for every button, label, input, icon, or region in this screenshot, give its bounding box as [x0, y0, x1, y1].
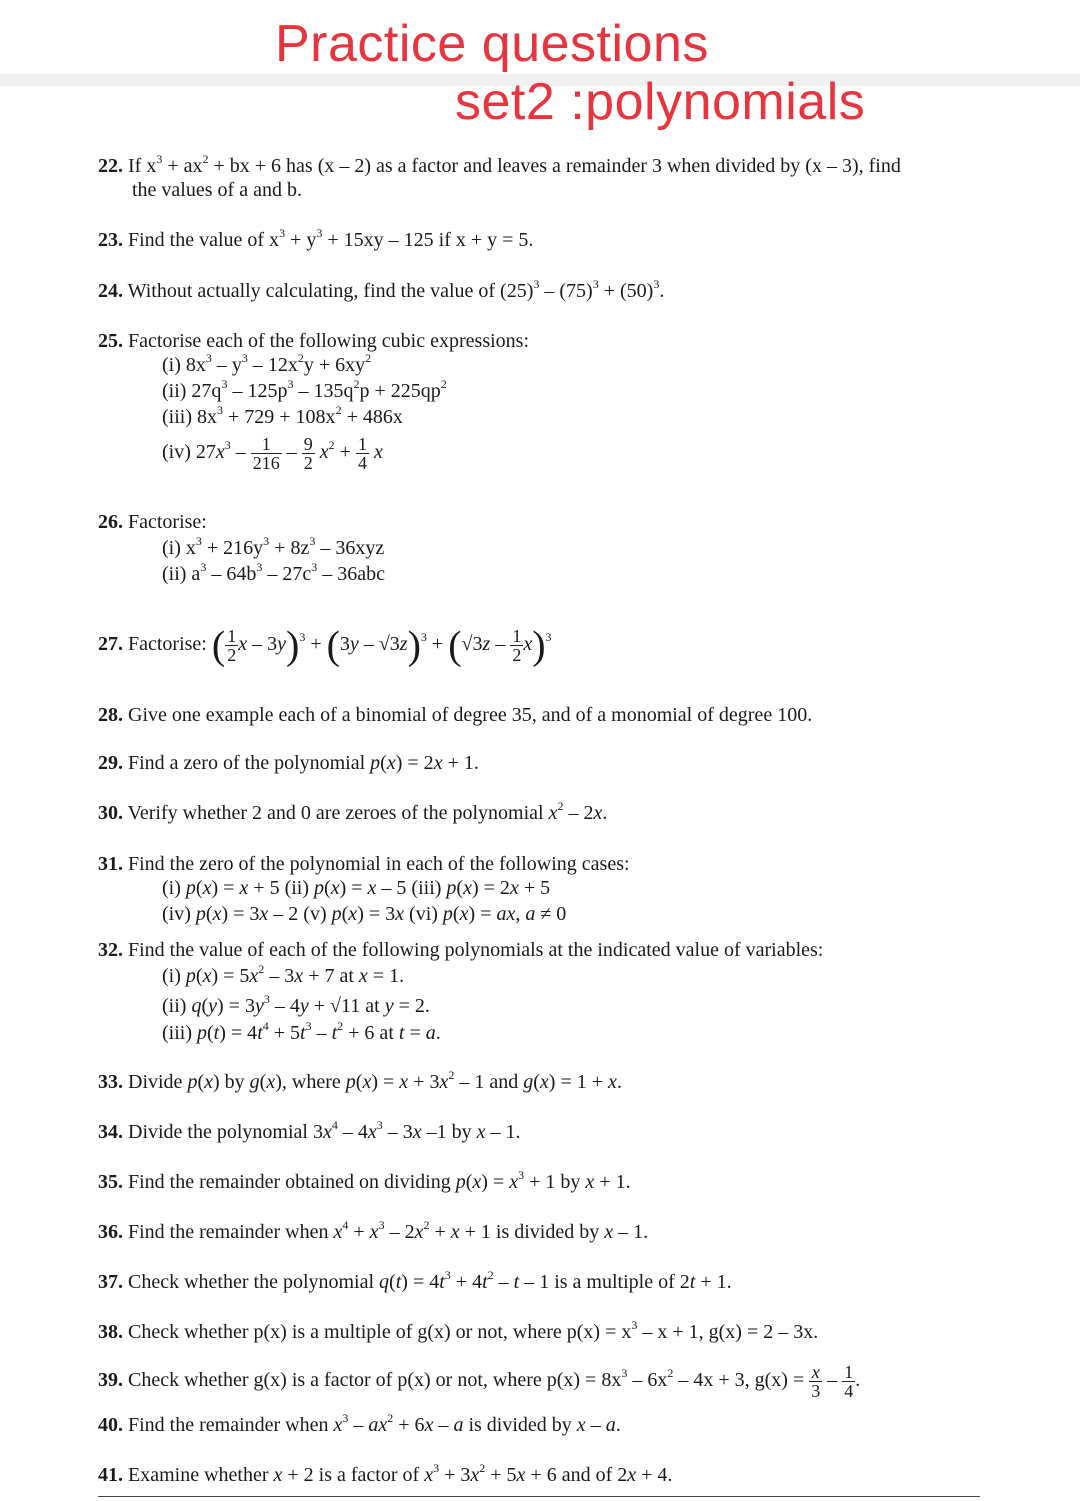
question-number: 36. — [98, 1221, 123, 1243]
question-number: 32. — [98, 939, 123, 961]
question-26 — [98, 510, 207, 534]
question-32 — [98, 938, 823, 962]
question-32-part-ii: (ii) $q(y) = 3y^3 - 4y + √11$ at y = 2. — [162, 992, 430, 1017]
question-39: 39. Check whether g(x) is a factor of p(x) or not, where $p(x) = 8x^3 - 6x^2 - 4x + 3$, g(x) = $\frac{x}{3}$ – $\frac{1}{4}$ . — [98, 1361, 861, 1401]
question-text: Factorise each of the following cubic expressions: — [128, 330, 529, 352]
question-number: 27. — [98, 633, 123, 655]
question-31-parts-2: (iv) p(x) = 3x – 2 (v) p(x) = 3x (vi) p(x) = ax, a ≠ 0 — [162, 903, 567, 925]
question-24: 24. Without actually calculating, find the value of $(25)^3 - (75)^3 + (50)^3$. — [98, 277, 665, 302]
question-22-cont: the values of a and b. — [132, 179, 302, 201]
question-33: 33. Divide p(x) by g(x), where $p(x) = x + 3x^2 - 1$ and g(x) = 1 + x. — [98, 1068, 622, 1093]
question-number: 39. — [98, 1369, 123, 1391]
question-34: 34. Divide the polynomial $3x^4 - 4x^3 - 3x$ –1 by x – 1. — [98, 1118, 521, 1143]
question-35: 35. Find the remainder obtained on dividing $p(x) = x^3 + 1$ by x + 1. — [98, 1168, 631, 1193]
question-text: Find the zero of the polynomial in each of the following cases: — [128, 853, 630, 875]
question-36: 36. Find the remainder when $x^4 + x^3 - 2x^2 + x + 1$ is divided by x – 1. — [98, 1218, 649, 1243]
question-25-part-ii: (ii) $27q^3 - 125p^3 - 135q^2p + 225qp^2$ — [162, 377, 447, 402]
question-text: Give one example each of a binomial of degree 35, and of a monomial of degree 100. — [128, 704, 813, 726]
question-31 — [98, 852, 630, 876]
question-23: 23. Find the value of $x^3 + y^3 + 15xy - 125$ if x + y = 5. — [98, 226, 534, 251]
question-number: 24. — [98, 280, 123, 302]
question-number: 34. — [98, 1121, 123, 1143]
question-25-part-iv: (iv) $27x^3$ – $\frac{1}{216}$ – $\frac{9}{2}$ $x^2$ + $\frac{1}{4}$ x — [162, 433, 383, 473]
question-41: 41. Examine whether x + 2 is a factor of $x^3 + 3x^2 + 5x + 6$ and of 2x + 4. — [98, 1461, 673, 1486]
question-text: Factorise: — [128, 633, 207, 655]
question-number: 25. — [98, 330, 123, 352]
question-number: 26. — [98, 511, 123, 533]
question-38: 38. Check whether p(x) is a multiple of g(x) or not, where $p(x) = x^3 - x + 1$, g(x) = 2 – 3x. — [98, 1318, 819, 1343]
question-number: 22. — [98, 155, 123, 177]
question-32-part-i: (i) $p(x) = 5x^2 - 3x + 7$ at x = 1. — [162, 962, 405, 987]
question-number: 31. — [98, 853, 123, 875]
question-22: 22. If $x^3 + ax^2$ + bx + 6 has (x – 2) as a factor and leaves a remainder 3 when divided by (x – 3), find — [98, 152, 901, 177]
question-27: 27. Factorise: ( $\frac{1}{2}$ x – 3y)$^3$ + (3y – √3z)$^3$ + (√3z – $\frac{1}{2}$ x)$^3$ — [98, 622, 552, 668]
question-25-part-i: (i) $8x^3 - y^3 - 12x^2y + 6xy^2$ — [162, 351, 372, 376]
question-25 — [98, 329, 529, 353]
question-text: Factorise: — [128, 511, 207, 533]
question-number: 38. — [98, 1321, 123, 1343]
question-number: 23. — [98, 229, 123, 251]
page-subtitle: set2 :polynomials — [455, 73, 866, 131]
page-title: Practice questions — [275, 15, 709, 73]
question-number: 37. — [98, 1271, 123, 1293]
question-number: 35. — [98, 1171, 123, 1193]
bottom-rule — [98, 1496, 980, 1497]
question-26-part-i: (i) $x^3 + 216y^3 + 8z^3 - 36xyz$ — [162, 534, 385, 559]
question-30: 30. Verify whether 2 and 0 are zeroes of the polynomial $x^2 - 2x$. — [98, 799, 608, 824]
question-40: 40. Find the remainder when $x^3 - ax^2 + 6x - a$ is divided by x – a. — [98, 1411, 621, 1436]
question-29: 29. Find a zero of the polynomial p(x) = 2x + 1. — [98, 752, 479, 774]
question-31-parts-1: (i) p(x) = x + 5 (ii) p(x) = x – 5 (iii) p(x) = 2x + 5 — [162, 877, 551, 899]
question-37: 37. Check whether the polynomial $q(t) = 4t^3 + 4t^2 - t - 1$ is a multiple of 2t + 1. — [98, 1268, 732, 1293]
question-25-part-iii: (iii) $8x^3 + 729 + 108x^2 + 486x$ — [162, 403, 403, 428]
question-text: Find the value of each of the following polynomials at the indicated value of variables: — [128, 939, 824, 961]
question-number: 29. — [98, 752, 123, 774]
question-number: 30. — [98, 802, 123, 824]
question-number: 33. — [98, 1071, 123, 1093]
question-number: 28. — [98, 704, 123, 726]
question-number: 40. — [98, 1414, 123, 1436]
question-32-part-iii: (iii) $p(t) = 4t^4 + 5t^3 - t^2 + 6$ at t = a. — [162, 1019, 441, 1044]
question-28 — [98, 703, 812, 727]
question-26-part-ii: (ii) $a^3 - 64b^3 - 27c^3 - 36abc$ — [162, 560, 385, 585]
question-number: 41. — [98, 1464, 123, 1486]
